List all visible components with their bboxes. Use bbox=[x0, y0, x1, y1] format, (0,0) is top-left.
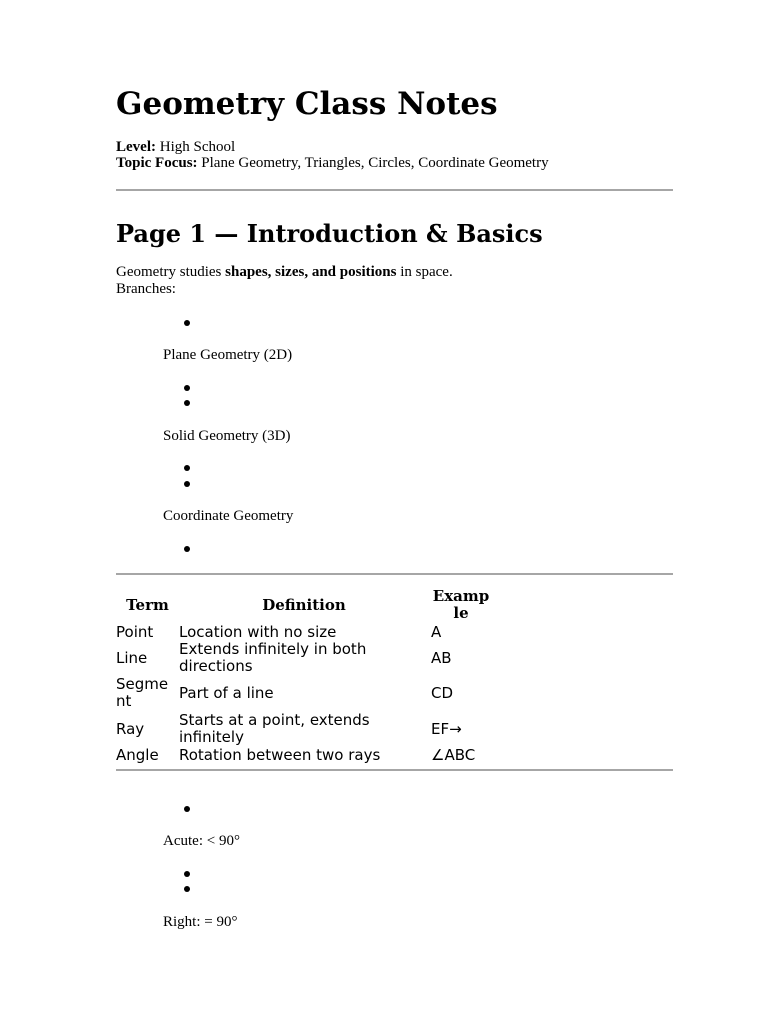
topic-label: Topic Focus: bbox=[116, 155, 198, 171]
bullet-icon bbox=[184, 481, 190, 487]
bullet-icon bbox=[184, 385, 190, 391]
definition-cell: Location with no size bbox=[179, 623, 337, 641]
table-bottom-rule bbox=[116, 769, 673, 771]
intro-text-end: in space. bbox=[396, 264, 453, 280]
term-cell: Segme nt bbox=[116, 675, 169, 710]
terms-table bbox=[116, 586, 493, 764]
table-row bbox=[116, 641, 493, 675]
section-heading: Page 1 — Introduction & Basics bbox=[116, 219, 543, 248]
term-cell: Ray bbox=[116, 719, 145, 738]
table-header-row bbox=[116, 586, 493, 624]
list-item: Solid Geometry (3D) bbox=[163, 428, 291, 444]
example-cell: ∠ABC bbox=[431, 746, 476, 764]
list-item: Coordinate Geometry bbox=[163, 508, 294, 524]
bullet-icon bbox=[184, 806, 190, 812]
example-cell: AB bbox=[431, 648, 452, 667]
header-definition: Definition bbox=[262, 595, 346, 614]
term-cell: Line bbox=[116, 648, 148, 667]
term-cell: Point bbox=[116, 623, 154, 641]
branches-label: Branches: bbox=[116, 281, 176, 297]
definition-cell: Extends infinitely in both directions bbox=[179, 640, 367, 675]
bullet-icon bbox=[184, 320, 190, 326]
header-example: Examp le bbox=[432, 587, 490, 622]
list-item: Plane Geometry (2D) bbox=[163, 347, 293, 363]
term-cell: Angle bbox=[116, 746, 159, 764]
definition-cell: Starts at a point, extends infinitely bbox=[179, 711, 370, 746]
topic-line bbox=[116, 155, 549, 172]
definition-cell: Rotation between two rays bbox=[179, 746, 381, 764]
example-cell: EF→ bbox=[431, 719, 462, 738]
example-cell: CD bbox=[431, 683, 454, 702]
table-row bbox=[116, 675, 493, 711]
header-term: Term bbox=[126, 595, 169, 614]
bullet-icon bbox=[184, 886, 190, 892]
divider bbox=[116, 189, 673, 191]
intro-text-bold: shapes, sizes, and positions bbox=[225, 264, 397, 280]
example-cell: A bbox=[431, 623, 442, 641]
bullet-icon bbox=[184, 465, 190, 471]
topic-value: Plane Geometry, Triangles, Circles, Coordinate Geometry bbox=[201, 155, 549, 171]
table-row bbox=[116, 747, 493, 764]
bullet-icon bbox=[184, 546, 190, 552]
list-item: Right: = 90° bbox=[163, 914, 238, 930]
intro-text-start: Geometry studies bbox=[116, 264, 226, 280]
definition-cell: Part of a line bbox=[179, 683, 274, 702]
list-item: Acute: < 90° bbox=[163, 833, 240, 849]
bullet-icon bbox=[184, 871, 190, 877]
level-label: Level: bbox=[116, 139, 156, 155]
bullet-icon bbox=[184, 400, 190, 406]
intro-paragraph bbox=[116, 264, 453, 281]
table-row bbox=[116, 711, 493, 747]
page-title: Geometry Class Notes bbox=[116, 86, 498, 122]
level-line bbox=[116, 139, 235, 156]
table-top-rule bbox=[116, 573, 673, 575]
table-row bbox=[116, 624, 493, 641]
level-value: High School bbox=[159, 139, 236, 155]
